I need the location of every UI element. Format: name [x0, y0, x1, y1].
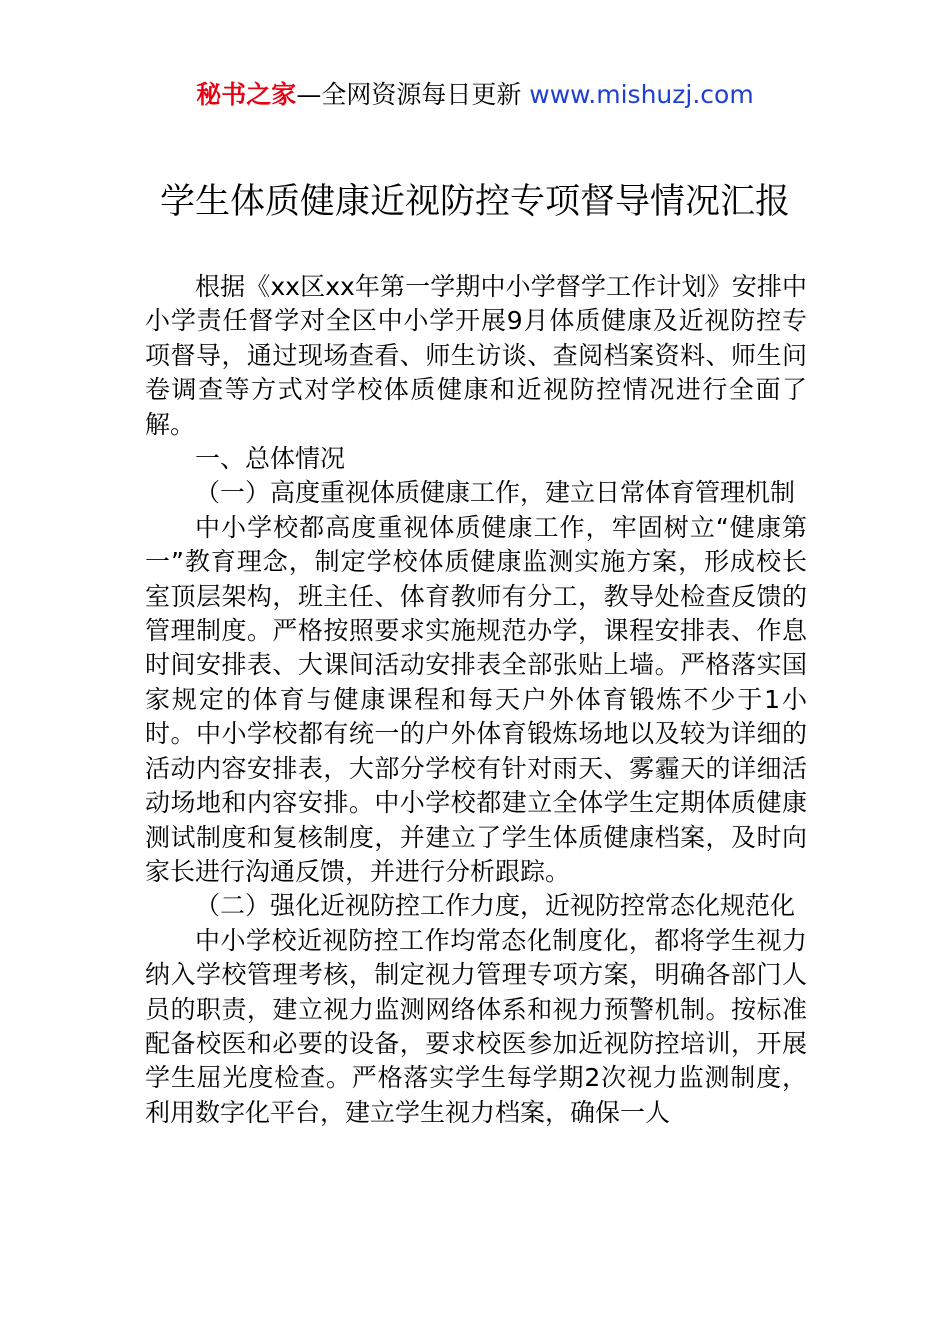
site-brand: 秘书之家 [196, 80, 297, 109]
site-header [0, 78, 950, 112]
site-tagline: —全网资源每日更新 [296, 80, 530, 109]
section-heading-overview: 一、总体情况 [195, 444, 346, 474]
subsection-heading-myopia-control: （二）强化近视防控工作力度，近视防控常态化规范化 [195, 891, 796, 921]
subsection-heading-physical-health: （一）高度重视体质健康工作，建立日常体育管理机制 [195, 478, 796, 508]
document-body [145, 270, 807, 1130]
paragraph-physical-health: 中小学校都高度重视体质健康工作，牢固树立“健康第一”教育理念，制定学校体质健康监测实施方案，形成校长室顶层架构，班主任、体育教师有分工，教导处检查反馈的管理制度。严格按照要求实施规范办学，课程安排表、作息时间安排表、大课间活动安排表全部张贴上墙。严格落实国家规定的体育与健康课程和每天户外体育锻炼不少于1小时。中小学校都有统一的户外体育锻炼场地以及较为详细的活动内容安排表，大部分学校有针对雨天、雾霾天的详细活动场地和内容安排。中小学校都建立全体学生定期体质健康测试制度和复核制度，并建立了学生体质健康档案，及时向家长进行沟通反馈，并进行分析跟踪。 [145, 512, 807, 886]
site-url-link[interactable]: www.mishuzj.com [529, 80, 754, 109]
paragraph-myopia-control: 中小学校近视防控工作均常态化制度化，都将学生视力纳入学校管理考核，制定视力管理专项方案，明确各部门人员的职责，建立视力监测网络体系和视力预警机制。按标准配备校医和必要的设备，要求校医参加近视防控培训，开展学生屈光度检查。严格落实学生每学期2次视力监测制度，利用数字化平台，建立学生视力档案，确保一人 [145, 925, 807, 1127]
paragraph-intro: 根据《xx区xx年第一学期中小学督学工作计划》安排中小学责任督学对全区中小学开展9月体质健康及近视防控专项督导，通过现场查看、师生访谈、查阅档案资料、师生问卷调查等方式对学校体质健康和近视防控情况进行全面了解。 [145, 272, 807, 439]
document-title: 学生体质健康近视防控专项督导情况汇报 [159, 182, 790, 222]
